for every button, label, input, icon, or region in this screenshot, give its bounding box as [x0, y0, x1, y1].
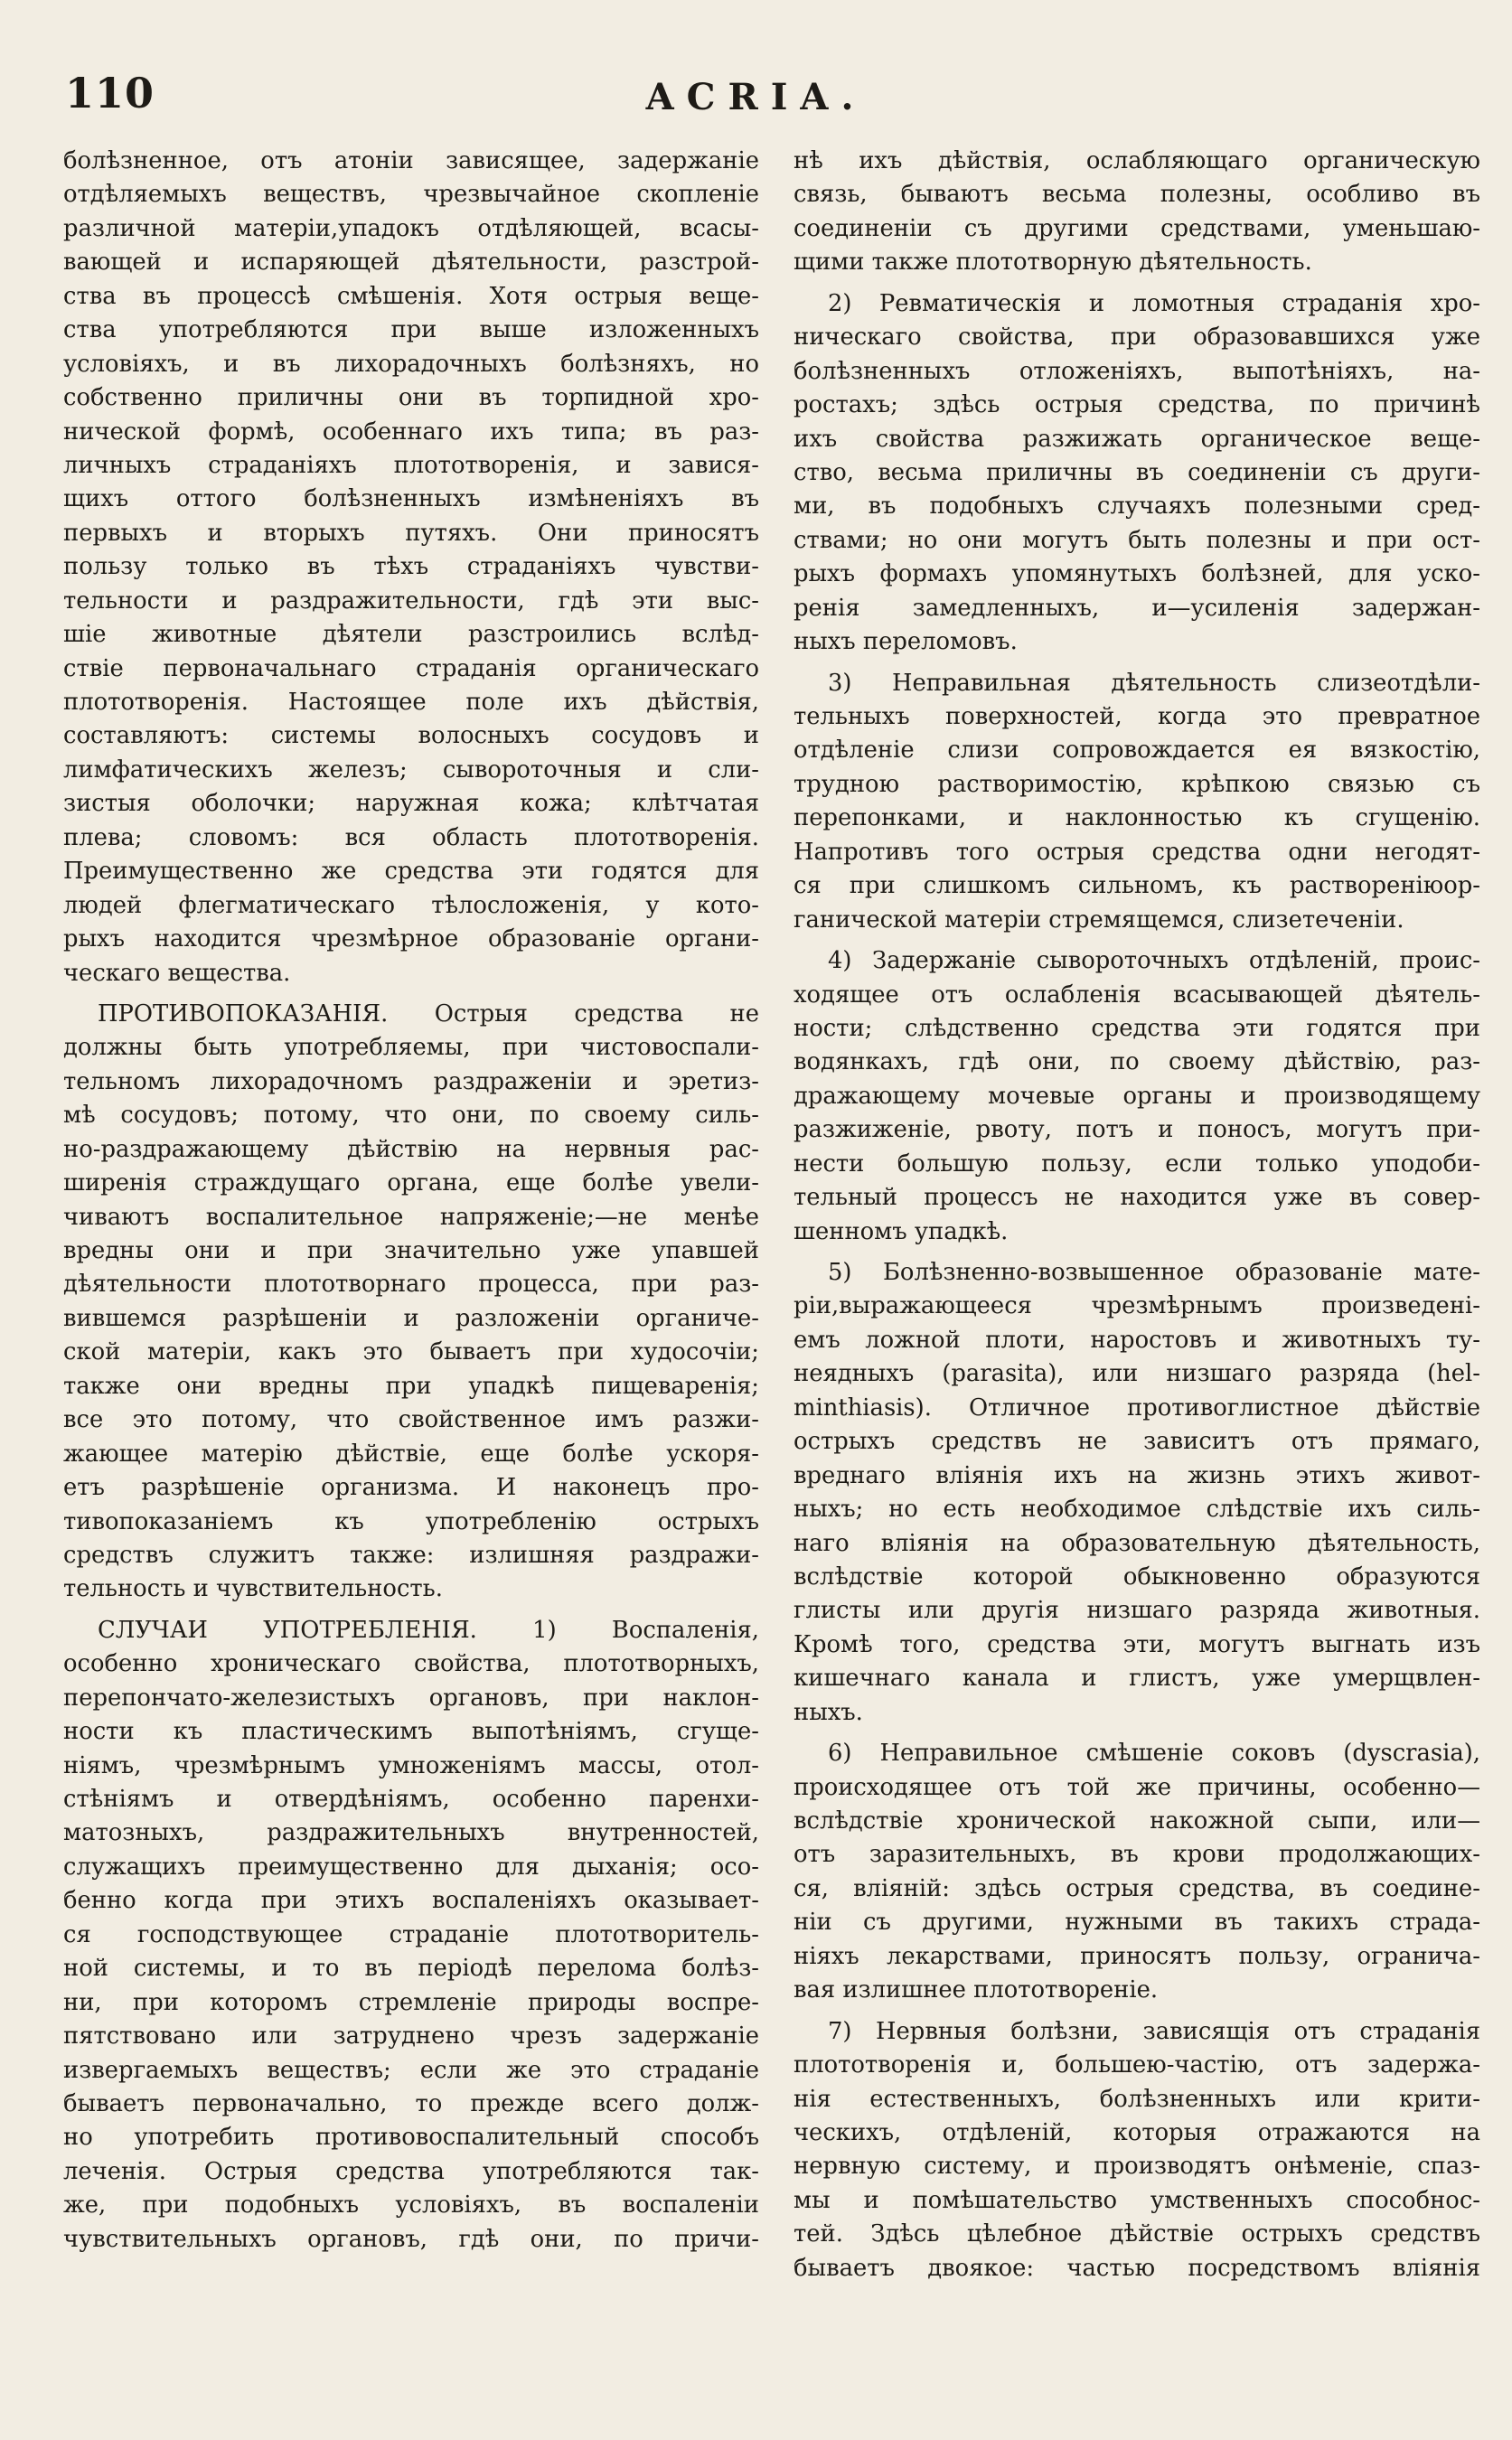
text-line: Кромѣ того, средства эти, могутъ выгнать изъ — [794, 1630, 1480, 1658]
text-line: ни, при которомъ стремленіе природы воспре- — [63, 1988, 759, 2016]
text-line: ми, въ подобныхъ случаяхъ полезными сред- — [794, 493, 1480, 521]
text-line: ности къ пластическимъ выпотѣніямъ, сгуще- — [63, 1718, 759, 1746]
text-line: Напротивъ того острыя средства одни негодят- — [794, 838, 1480, 866]
running-title: ACRIA. — [645, 76, 867, 118]
text-line: отдѣленіе слизи сопровождается ея вязкостію, — [794, 737, 1480, 765]
text-line: етъ разрѣшеніе организма. И наконецъ про- — [63, 1474, 759, 1502]
text-line: различной матеріи,упадокъ отдѣляющей, всасы- — [63, 214, 759, 242]
text-line: ныхъ. — [794, 1698, 863, 1726]
text-line: острыхъ средствъ не зависитъ отъ прямаго, — [794, 1428, 1480, 1456]
text-line: болѣзненныхъ отложеніяхъ, выпотѣніяхъ, на- — [794, 357, 1480, 385]
text-line: но употребить противовоспалительный способъ — [63, 2124, 759, 2152]
text-line: тей. Здѣсь цѣлебное дѣйствіе острыхъ средствъ — [794, 2220, 1480, 2248]
text-line: 6) Неправильное смѣшеніе соковъ (dyscrasia), — [828, 1740, 1480, 1768]
text-line: личныхъ страданіяхъ плототворенія, и завися- — [63, 451, 759, 479]
text-line: ной системы, и то въ періодѣ перелома болѣз- — [63, 1955, 759, 1983]
text-line: ренія замедленныхъ, и—усиленія задержан- — [794, 594, 1480, 622]
text-line: все это потому, что свойственное имъ разжи- — [63, 1406, 759, 1434]
text-line: мѣ сосудовъ; потому, что они, по своему силь- — [63, 1102, 759, 1130]
text-line: зистыя оболочки; наружная кожа; клѣтчатая — [63, 790, 759, 818]
text-line: составляютъ: системы волосныхъ сосудовъ и — [63, 722, 759, 750]
paragraph-gap — [794, 1249, 1480, 1256]
text-line: разжиженіе, рвоту, потъ и поносъ, могутъ при- — [794, 1116, 1480, 1144]
text-line: происходящее отъ той же причины, особенно— — [794, 1773, 1480, 1801]
text-line: дражающему мочевые органы и производящему — [794, 1082, 1480, 1110]
text-line: бываетъ двоякое: частью посредствомъ вліянія — [794, 2254, 1480, 2282]
text-line: тельности и раздражительности, гдѣ эти выс- — [63, 587, 759, 615]
text-line: пятствовано или затруднено чрезъ задержаніе — [63, 2022, 759, 2051]
text-line: также они вредны при упадкѣ пищеваренія; — [63, 1372, 759, 1400]
text-line: матозныхъ, раздражительныхъ внутренностей, — [63, 1819, 759, 1847]
paragraph-gap — [794, 1730, 1480, 1737]
text-line: ихъ свойства разжижать органическое веще- — [794, 425, 1480, 453]
text-line: ныхъ переломовъ. — [794, 628, 1018, 656]
text-line: должны быть употребляемы, при чистовоспали- — [63, 1034, 759, 1062]
text-line: неядныхъ (parasita), или низшаго разряда (hel- — [794, 1360, 1480, 1388]
text-line: извергаемыхъ веществъ; если же это страданіе — [63, 2056, 759, 2084]
text-line: глисты или другія низшаго разряда животныя. — [794, 1597, 1480, 1625]
text-line: водянкахъ, гдѣ они, по своему дѣйствію, раз- — [794, 1048, 1480, 1076]
text-line: вслѣдствіе хронической накожной сыпи, или— — [794, 1807, 1480, 1835]
text-line: щихъ оттого болѣзненныхъ измѣненіяхъ въ — [63, 485, 759, 513]
text-line: связь, бываютъ весьма полезны, особливо въ — [794, 181, 1480, 209]
text-line: ганической матеріи стремящемся, слизетеченіи. — [794, 906, 1404, 934]
text-line: наго вліянія на образовательную дѣятельность, — [794, 1529, 1480, 1557]
text-line: 3) Неправильная дѣятельность слизеотдѣли- — [828, 669, 1480, 697]
text-line: нести большую пользу, если только уподоби- — [794, 1150, 1480, 1178]
text-line: Преимущественно же средства эти годятся для — [63, 858, 759, 886]
paragraph-gap — [794, 660, 1480, 667]
text-line: особенно хроническаго свойства, плототворныхъ, — [63, 1650, 759, 1678]
text-line: 4) Задержаніе сывороточныхъ отдѣленій, проис- — [828, 947, 1480, 975]
text-line: щими также плототворную дѣятельность. — [794, 249, 1312, 277]
text-line: ства въ процессѣ смѣшенія. Хотя острыя веще- — [63, 282, 759, 310]
text-line: ширенія страждущаго органа, еще болѣе увели- — [63, 1169, 759, 1197]
text-line: тельномъ лихорадочномъ раздраженіи и эретиз- — [63, 1067, 759, 1095]
text-line: перепончато-железистыхъ органовъ, при наклон- — [63, 1684, 759, 1712]
text-line: ніи съ другими, нужными въ такихъ страда- — [794, 1909, 1480, 1937]
text-line: вившемся разрѣшеніи и разложеніи органиче- — [63, 1304, 759, 1332]
text-line: ся господствующее страданіе плототворитель- — [63, 1920, 759, 1948]
text-line: средствъ служитъ также: излишняя раздражи- — [63, 1541, 759, 1569]
text-line: рыхъ находится чрезмѣрное образованіе органи- — [63, 925, 759, 953]
text-line: перепонками, и наклонностью къ сгущенію. — [794, 804, 1480, 832]
text-line: собственно приличны они въ торпидной хро- — [63, 384, 759, 412]
paragraph-gap — [794, 937, 1480, 944]
text-line: вслѣдствіе которой обыкновенно образуются — [794, 1563, 1480, 1591]
text-line: вредны они и при значительно уже упавшей — [63, 1237, 759, 1264]
text-line: пользу только въ тѣхъ страданіяхъ чувстви- — [63, 553, 759, 581]
text-line: отдѣляемыхъ веществъ, чрезвычайное скопленіе — [63, 181, 759, 209]
text-line: ся, вліяній: здѣсь острыя средства, въ соедине- — [794, 1874, 1480, 1902]
text-line: служащихъ преимущественно для дыханія; осо- — [63, 1853, 759, 1881]
paragraph-gap — [63, 1607, 759, 1614]
text-line: условіяхъ, и въ лихорадочныхъ болѣзняхъ, но — [63, 350, 759, 378]
text-line: ПРОТИВОПОКАЗАНІЯ. Острыя средства не — [98, 999, 759, 1028]
text-line: соединеніи съ другими средствами, уменьшаю- — [794, 214, 1480, 242]
text-line: ности; слѣдственно средства эти годятся при — [794, 1014, 1480, 1042]
text-line: емъ ложной плоти, наростовъ и животныхъ ту- — [794, 1326, 1480, 1354]
text-line: тивопоказаніемъ къ употребленію острыхъ — [63, 1507, 759, 1535]
text-line: бенно когда при этихъ воспаленіяхъ оказывает- — [63, 1887, 759, 1915]
text-line: тельность и чувствительность. — [63, 1575, 443, 1603]
text-line: ріи,выражающееся чрезмѣрнымъ произведені- — [794, 1292, 1480, 1320]
text-line: ростахъ; здѣсь острыя средства, по причинѣ — [794, 391, 1480, 419]
text-line: стѣніямъ и отвердѣніямъ, особенно паренхи- — [63, 1786, 759, 1813]
text-line: чувствительныхъ органовъ, гдѣ они, по причи- — [63, 2225, 759, 2253]
text-line: же, при подобныхъ условіяхъ, въ воспаленіи — [63, 2191, 759, 2219]
text-line: бываетъ первоначально, то прежде всего долж- — [63, 2089, 759, 2117]
text-line: нервную систему, и производятъ онѣменіе, спаз- — [794, 2153, 1480, 2181]
text-line: вая излишнее плототвореніе. — [794, 1976, 1159, 2004]
text-line: трудною растворимостію, крѣпкою связью съ — [794, 770, 1480, 798]
text-line: тельный процессъ не находится уже въ совер- — [794, 1184, 1480, 1212]
text-line: 2) Ревматическія и ломотныя страданія хро- — [828, 289, 1480, 317]
text-line: вающей и испаряющей дѣятельности, разстрой- — [63, 249, 759, 277]
right-column — [794, 145, 1480, 2285]
paragraph-gap — [63, 990, 759, 998]
text-line: плототворенія и, большею-частію, отъ задержа- — [794, 2051, 1480, 2079]
text-line: ходящее отъ ослабленія всасывающей дѣятель- — [794, 981, 1480, 1009]
text-line: ствами; но они могутъ быть полезны и при ост- — [794, 526, 1480, 554]
text-line: шіе животные дѣятели разстроились вслѣд- — [63, 621, 759, 649]
text-line: ческаго вещества. — [63, 959, 291, 987]
text-line: людей флегматическаго тѣлосложенія, у кото- — [63, 891, 759, 919]
text-line: СЛУЧАИ УПОТРЕБЛЕНІЯ. 1) Воспаленія, — [98, 1616, 759, 1644]
text-line: отъ заразительныхъ, въ крови продолжающих- — [794, 1841, 1480, 1869]
text-line: ства употребляются при выше изложенныхъ — [63, 316, 759, 344]
text-line: нія естественныхъ, болѣзненныхъ или крити- — [794, 2085, 1480, 2113]
text-line: тельныхъ поверхностей, когда это превратное — [794, 703, 1480, 730]
text-line: ствіе первоначальнаго страданія органическаго — [63, 654, 759, 682]
text-line: плототворенія. Настоящее поле ихъ дѣйствія, — [63, 689, 759, 716]
text-line: жающее матерію дѣйствіе, еще болѣе ускоря- — [63, 1440, 759, 1468]
text-line: чиваютъ воспалительное напряженіе;—не менѣе — [63, 1203, 759, 1231]
text-line: ся при слишкомъ сильномъ, къ раствореніюор- — [794, 872, 1480, 900]
text-line: болѣзненное, отъ атоніи зависящее, задержаніе — [63, 147, 759, 174]
text-line: minthiasis). Отличное противоглистное дѣйствіе — [794, 1394, 1480, 1422]
text-line: рыхъ формахъ упомянутыхъ болѣзней, для уско- — [794, 560, 1480, 588]
text-line: первыхъ и вторыхъ путяхъ. Они приносятъ — [63, 519, 759, 547]
text-line: вреднаго вліянія ихъ на жизнь этихъ живот- — [794, 1461, 1480, 1489]
text-line: мы и помѣшательство умственныхъ способнос- — [794, 2186, 1480, 2214]
paragraph-gap — [794, 280, 1480, 287]
text-line: шенномъ упадкѣ. — [794, 1217, 1009, 1245]
paragraph-gap — [794, 2008, 1480, 2015]
text-line: лимфатическихъ железъ; сывороточныя и сли- — [63, 755, 759, 784]
text-line: но-раздражающему дѣйствію на нервныя рас- — [63, 1135, 759, 1163]
page-number: 110 — [65, 69, 155, 117]
text-line: плева; словомъ: вся область плототворенія. — [63, 823, 759, 851]
text-line: нической формѣ, особеннаго ихъ типа; въ раз- — [63, 418, 759, 446]
text-line: ніямъ, чрезмѣрнымъ умноженіямъ массы, отол- — [63, 1751, 759, 1779]
text-line: ныхъ; но есть необходимое слѣдствіе ихъ силь- — [794, 1496, 1480, 1524]
text-line: нѣ ихъ дѣйствія, ослабляющаго органическую — [794, 147, 1480, 174]
text-line: леченія. Острыя средства употребляются так- — [63, 2157, 759, 2185]
text-line: ническаго свойства, при образовавшихся уже — [794, 324, 1480, 352]
text-line: ческихъ, отдѣленій, которыя отражаются на — [794, 2118, 1480, 2146]
text-line: ство, весьма приличны въ соединеніи съ други- — [794, 458, 1480, 486]
page-header — [54, 63, 1458, 127]
text-line: дѣятельности плототворнаго процесса, при раз- — [63, 1271, 759, 1299]
text-line: 7) Нервныя болѣзни, зависящія отъ страданія — [828, 2017, 1480, 2045]
left-column — [63, 145, 759, 2257]
text-line: ской матеріи, какъ это бываетъ при худосочіи; — [63, 1338, 759, 1366]
text-line: ніяхъ лекарствами, приносятъ пользу, огранича- — [794, 1942, 1480, 1970]
text-line: 5) Болѣзненно-возвышенное образованіе мате- — [828, 1259, 1480, 1286]
text-line: кишечнаго канала и глистъ, уже умерщвлен- — [794, 1665, 1480, 1693]
